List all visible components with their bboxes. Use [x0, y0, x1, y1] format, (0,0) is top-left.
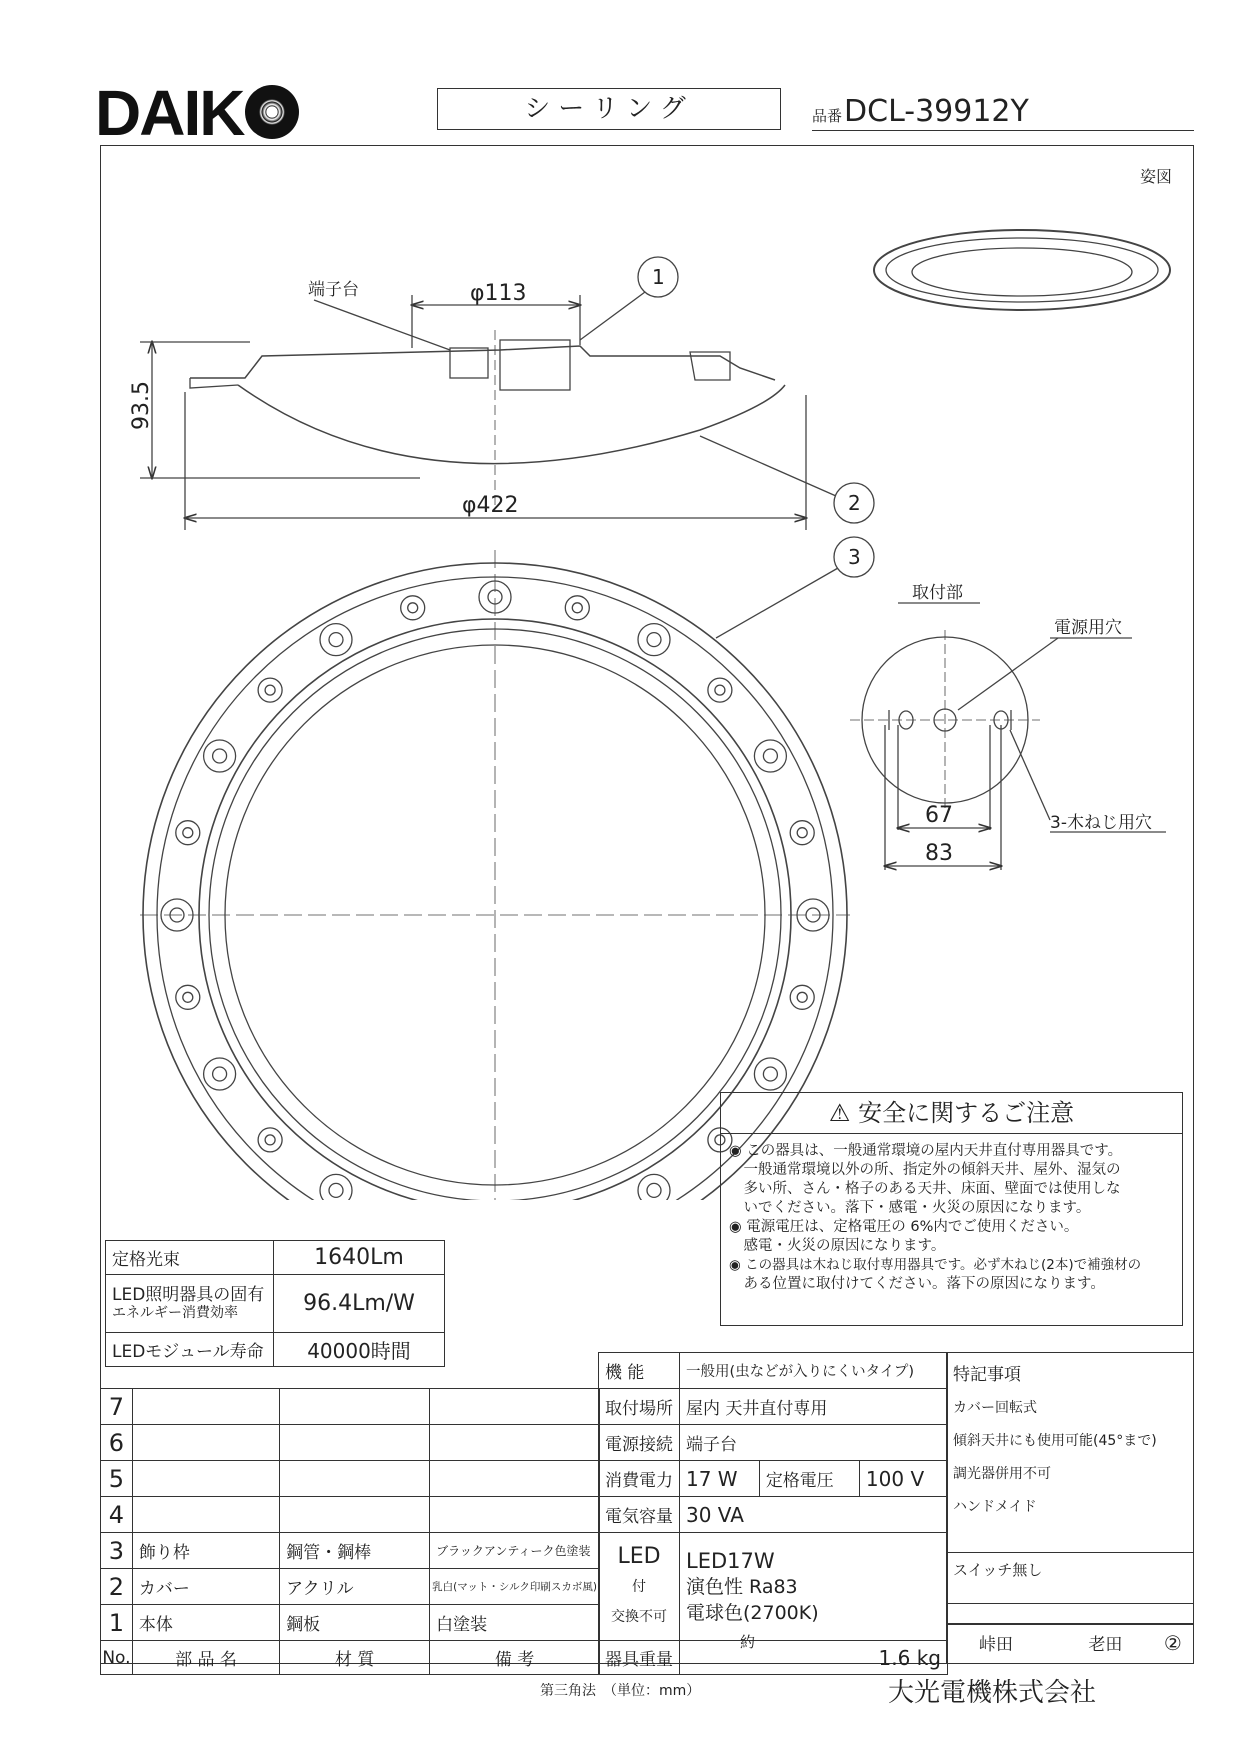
- led-label-1: LED: [617, 1543, 661, 1569]
- safety-line: 多い所、さん・格子のある天井、床面、壁面では使用しな: [729, 1181, 1121, 1197]
- part-no: 7: [101, 1389, 133, 1425]
- led-line-3: 電球色(2700K): [686, 1601, 819, 1624]
- weight-cell: [680, 1633, 948, 1675]
- safety-notice: [720, 1092, 1183, 1326]
- switch-note: スイッチ無し: [946, 1552, 1194, 1624]
- ornament-scroll: [320, 624, 352, 656]
- ornament-scroll: [401, 596, 425, 620]
- ornament-curl: [213, 1067, 227, 1081]
- safety-line: いでください。落下・感電・火災の原因になります。: [729, 1200, 1091, 1216]
- ornament-curl: [647, 1183, 661, 1197]
- dim-phi422: φ422: [462, 493, 519, 518]
- life-label: LEDモジュール寿命: [106, 1333, 274, 1367]
- signature-2: 老田: [1088, 1635, 1123, 1655]
- weight-approx: 約: [740, 1633, 756, 1651]
- screw-hole-label: 3-木ねじ用穴: [1050, 813, 1152, 833]
- part-name: 本体: [132, 1605, 279, 1641]
- function-label: 機 能: [599, 1353, 680, 1389]
- table-row: [101, 1569, 600, 1605]
- ornament-curl: [213, 749, 227, 763]
- callout-3: 3: [848, 545, 861, 569]
- voltage-value: 100 V: [859, 1461, 947, 1497]
- rated-flux-label: 定格光束: [106, 1241, 274, 1275]
- ornament-curl: [329, 1183, 343, 1197]
- ornament-curl: [183, 992, 193, 1002]
- signature-box: [946, 1624, 1194, 1664]
- dim-phi113: φ113: [470, 281, 527, 306]
- ornament-curl: [763, 749, 777, 763]
- ornament-curl: [572, 603, 582, 613]
- ornament-scroll: [176, 821, 200, 845]
- daiko-logo: DAIK: [95, 78, 335, 148]
- model-prefix: 品番: [812, 107, 843, 125]
- product-category: シーリング: [437, 88, 781, 130]
- power-hole-label: 電源用穴: [1054, 618, 1122, 638]
- ornament-curl: [647, 633, 661, 647]
- ornament-scroll: [708, 678, 732, 702]
- voltage-label: 定格電圧: [759, 1461, 859, 1497]
- part-note: ブラックアンティーク色塗装: [430, 1533, 600, 1569]
- dim-67: 67: [925, 803, 953, 828]
- terminal-label: 端子台: [308, 280, 359, 300]
- part-note: 乳白(マット・シルク印刷スカボ風): [430, 1569, 600, 1605]
- ornament-curl: [265, 685, 275, 695]
- note-item: 調光器併用不可: [953, 1466, 1051, 1482]
- side-view: [140, 257, 874, 638]
- safety-line: ある位置に取付けてください。落下の原因になります。: [729, 1276, 1105, 1292]
- part-no: 5: [101, 1461, 133, 1497]
- callout-2: 2: [848, 491, 861, 515]
- led-line-2: 演色性 Ra83: [686, 1575, 798, 1598]
- life-value: 40000時間: [274, 1333, 445, 1367]
- power-value: 17 W: [680, 1461, 760, 1497]
- ornament-scroll: [638, 624, 670, 656]
- mount-title: 取付部: [912, 583, 963, 603]
- dim-height: 93.5: [129, 381, 154, 430]
- safety-line: 一般通常環境以外の所、指定外の傾斜天井、屋外、湿気の: [729, 1162, 1121, 1178]
- note-item: 傾斜天井にも使用可能(45°まで): [953, 1433, 1157, 1449]
- ornament-curl: [265, 1135, 275, 1145]
- signature-1: 峠田: [979, 1635, 1013, 1655]
- perspective-view: [874, 230, 1170, 310]
- ornament-scroll: [565, 596, 589, 620]
- weight-value: 1.6 kg: [878, 1645, 941, 1670]
- ornament-scroll: [754, 1058, 786, 1090]
- safety-body: [721, 1134, 1182, 1294]
- ornament-scroll: [204, 1058, 236, 1090]
- ornament-scroll: [638, 1174, 670, 1200]
- ornament-curl: [183, 828, 193, 838]
- safety-line: 感電・火災の原因になります。: [729, 1238, 946, 1254]
- ornament-scroll: [258, 1128, 282, 1152]
- part-no: 3: [101, 1533, 133, 1569]
- table-header: [101, 1641, 600, 1675]
- ornament-curl: [408, 603, 418, 613]
- ornament-curl: [797, 828, 807, 838]
- connection-value: 端子台: [680, 1425, 948, 1461]
- part-material: アクリル: [280, 1569, 430, 1605]
- safety-title: [721, 1093, 1182, 1134]
- model-code: DCL-39912Y: [844, 94, 1029, 129]
- efficiency-label-1: LED照明器具の固有: [112, 1284, 265, 1305]
- led-label-3: 交換不可: [611, 1608, 667, 1625]
- warning-icon: ⚠: [828, 1099, 851, 1127]
- part-name: 飾り枠: [132, 1533, 279, 1569]
- ornament-scroll: [320, 1174, 352, 1200]
- note-item: カバー回転式: [953, 1400, 1037, 1416]
- efficiency-label: [106, 1275, 274, 1333]
- place-value: 屋内 天井直付専用: [680, 1389, 948, 1425]
- efficiency-value: 96.4Lm/W: [274, 1275, 445, 1333]
- part-no: 6: [101, 1425, 133, 1461]
- led-info: [680, 1533, 948, 1641]
- safety-line: ◉ この器具は木ねじ取付専用器具です。必ず木ねじ(2本)で補強材の: [729, 1257, 1142, 1273]
- ornament-scroll: [790, 985, 814, 1009]
- header-note: 備 考: [430, 1641, 600, 1675]
- part-no: 2: [101, 1569, 133, 1605]
- note-item: ハンドメイド: [953, 1499, 1037, 1515]
- table-row: [101, 1533, 600, 1569]
- revision-mark: ②: [1163, 1631, 1182, 1655]
- ornament-curl: [797, 992, 807, 1002]
- dim-83: 83: [925, 841, 953, 866]
- connection-label: 電源接続: [599, 1425, 680, 1461]
- efficiency-table: [105, 1240, 445, 1367]
- led-line-1: LED17W: [686, 1548, 775, 1573]
- safety-line: ◉ 電源電圧は、定格電圧の 6%内でご使用ください。: [729, 1219, 1079, 1235]
- notes-title: 特記事項: [953, 1365, 1021, 1385]
- header-material: 材 質: [280, 1641, 430, 1675]
- parts-table: [100, 1388, 600, 1675]
- part-name: カバー: [132, 1569, 279, 1605]
- led-label-2: 付: [632, 1578, 646, 1595]
- ornament-scroll: [258, 678, 282, 702]
- ornament-curl: [329, 633, 343, 647]
- place-label: 取付場所: [599, 1389, 680, 1425]
- ornament-scroll: [754, 740, 786, 772]
- efficiency-label-2: エネルギー消費効率: [112, 1304, 238, 1321]
- safety-line: ◉ この器具は、一般通常環境の屋内天井直付専用器具です。: [729, 1143, 1123, 1159]
- header-no: No.: [101, 1641, 133, 1675]
- header-name: 部 品 名: [132, 1641, 279, 1675]
- capacity-label: 電気容量: [599, 1497, 680, 1533]
- callout-1: 1: [652, 265, 665, 289]
- table-row: [101, 1605, 600, 1641]
- ornament-curl: [763, 1067, 777, 1081]
- part-material: 鋼板: [280, 1605, 430, 1641]
- rated-flux-value: 1640Lm: [274, 1241, 445, 1275]
- ornament-scroll: [790, 821, 814, 845]
- led-label: [599, 1533, 680, 1641]
- part-no: 4: [101, 1497, 133, 1533]
- specs-table: [598, 1352, 948, 1675]
- view-label: 姿図: [1140, 167, 1173, 186]
- power-label: 消費電力: [599, 1461, 680, 1497]
- ornament-scroll: [204, 740, 236, 772]
- company-name: 大光電機株式会社: [888, 1678, 1097, 1708]
- projection-unit: 第三角法 （単位：mm）: [540, 1683, 701, 1699]
- part-note: 白塗装: [430, 1605, 600, 1641]
- safety-title-text: 安全に関するご注意: [858, 1099, 1075, 1127]
- ornament-scroll: [176, 985, 200, 1009]
- weight-label: 器具重量: [599, 1641, 680, 1675]
- part-no: 1: [101, 1605, 133, 1641]
- capacity-value: 30 VA: [680, 1497, 948, 1533]
- ornament-curl: [715, 685, 725, 695]
- function-value: 一般用(虫などが入りにくいタイプ): [680, 1353, 948, 1389]
- part-material: 鋼管・鋼棒: [280, 1533, 430, 1569]
